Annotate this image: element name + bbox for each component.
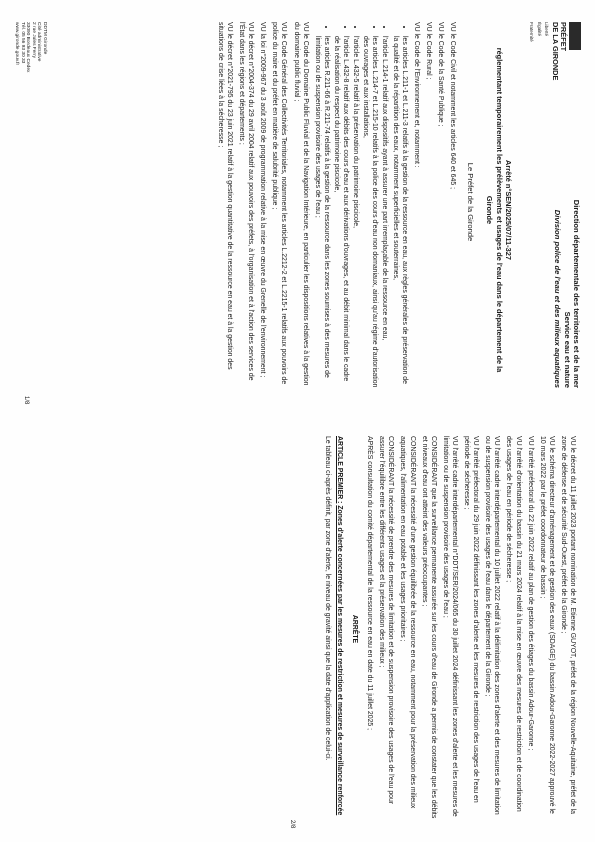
visa-bullet: • les articles L.214-7 et L.215-10 relatifs à la police des cours d'eau non domaniaux, ainsi qu'au régime d'autorisation des ouvrages et aux installations, (361, 36, 379, 390)
considerant: CONSIDÉRANT que la surveillance permanente assurée sur les cours d'eau de Gironde a permis de constater que les débits et niveaux d'eau ont atteint des valeurs préoccupantes ; (420, 436, 437, 819)
article-1 (335, 436, 344, 822)
visa-item: VU l'arrêté d'orientation du bassin du 21 mars 2024 relatif à la mise en œuvre des mesures de restriction et de coordination des usages de l'eau en période de sécheresse ; (505, 436, 522, 812)
page-number-2: 2/8 (289, 820, 295, 829)
logo-motto-3: Fraternité (529, 22, 535, 42)
visa-bullet: • l'article L.432-5 relatif à la préservation du patrimoine piscicole, (351, 36, 360, 390)
logo-motto-2: Égalité (536, 22, 542, 37)
visa-item: VU le schéma directeur d'aménagement et de gestion des eaux (SDAGE) du bassin Adour-Garonne 2022-2027 approuvé le 10 mars 2022 par le préfet coordonnateur de bassin ; (538, 436, 555, 814)
visa-item: VU le décret n°2004-374 du 29 avril 2004 relatif aux pouvoirs des préfets, à l'organisation et à l'action des services de l'État dans les régions et départements ; (238, 22, 255, 381)
footer-line: Cité administrative (36, 22, 42, 62)
direction-line3: Division police de l'eau et des milieux aquatiques (553, 209, 563, 388)
arrete-number: Arrêté n°SEN/2025/07/11-327 (504, 160, 513, 260)
visa-item: VU le décret n°2021-795 du 23 juin 2021 relatif à la gestion quantitative de la ressource en eau et à la gestion des situations de crise liées à la sécheresse ; (216, 22, 234, 370)
visa-item: VU le Code Général des Collectivités Territoriales, notamment les articles L.2212-2 et L.2215-1 relatifs aux pouvoirs de police du maire et du préfet en matière de salubrité publique ; (271, 22, 288, 385)
visa-bullet: • l'article L.432-8 relatif aux débits des cours d'eau et aux dérivations d'ouvrages, et au débit minimal dans le cadre de la réalisation du respect du patrimoine piscicole, (332, 36, 350, 390)
footer-line: www.gironde.gouv.fr (14, 22, 20, 66)
considerant: CONSIDÉRANT la nécessité de prendre des mesures de limitation et de suspension provisoire des usages de l'eau pour assurer l'équilibre entre les différents usages et la préservation des milieux ; (378, 436, 395, 805)
visa-item: VU l'arrêté cadre interdépartemental n°DDT/SER/2024/065 du 30 juillet 2024 définissant les zones d'alerte et les mesures de limitation ou de suspension provisoire des usages de l'eau ; (441, 436, 458, 817)
footer-line: Tél. 05 56 93 30 33 (19, 22, 25, 64)
page-number: 1/8 (23, 396, 29, 405)
visa-item: VU le décret du 11 juillet 2023 portant nomination de M. Etienne GUYOT, préfet de la région Nouvelle-Aquitaine, préfet de la zone de défense et de sécurité Sud-Ouest, préfet de la Gironde ; (559, 436, 576, 814)
direction-line1: Direction départementale des territoires et de la mer (572, 199, 581, 388)
visa-item: VU la loi n°2009-967 du 3 août 2009 de programmation relative à la mise en œuvre du Grenelle de l'environnement ; (259, 22, 267, 378)
footer-line: 33090 Bordeaux Cedex (25, 22, 31, 73)
direction-line2: Service eau et nature (562, 311, 572, 388)
visa-item: VU l'arrêté cadre interdépartemental du 10 juillet 2022 relatif à la délimitation des zones d'alerte et des mesures de limitation ou de suspension provisoire des usages de l'eau dans le département de la Gironde ; (484, 436, 501, 815)
arrete-title (485, 40, 513, 380)
prefet-line: Le Préfet de la Gironde (466, 162, 475, 242)
visa-bullet: • l'article L.214-1 relatif aux dispositifs ayant à assurer une part irremplaçable de la ressource en eau, (380, 36, 389, 390)
visa-item: VU l'arrêté préfectoral du 22 juin 2022 relatif au plan de gestion des étiages du bassin Adour-Garonne ; (526, 436, 534, 751)
visa-bullet: • les articles L.211-1 et L.211-3 relatifs à la gestion de la ressource en eau, aux règles générales de préservation de la qualité et de la répartition des eaux, notamment superficielles et souterraines, (390, 36, 408, 390)
arrete-heading: ARRÊTE (351, 614, 359, 644)
visa-item: VU le Code Civil et notamment les articles 640 et 645 ; (449, 22, 456, 189)
footer-line: DDTM Gironde (42, 22, 47, 55)
visa-item: VU le Code du Domaine Public Fluvial et de la Navigation Intérieure, en particulier les dispositions relatives à la gestion du domaine public fluvial ; (292, 22, 309, 386)
logo-title-2: DE LA GIRONDE (551, 22, 560, 81)
logo-motto-1: Liberté (544, 22, 549, 37)
direction-header (553, 160, 581, 388)
visa-item: VU le Code de la Santé Publique ; (436, 22, 444, 127)
visa-bullet: • les articles R.211-66 à R.211-74 relatifs à la gestion de la ressource dans les zones soumises à des mesures de limitation ou de suspension provisoire des usages de l'eau ; (313, 36, 331, 390)
considerant: APRÈS consultation du comité départemental de la ressource en eau en date du 11 juillet 2025 ; (366, 436, 374, 731)
visa-bullets (313, 22, 409, 390)
article-1-head: ARTICLE PREMIER : (336, 436, 344, 504)
article-1-body: Le tableau ci-après définit, par zone d'alerte, le niveau de gravité ainsi que la date d'application de celui-ci. (323, 436, 331, 761)
visa-item: VU l'arrêté préfectoral du 29 juin 2022 définissant les zones d'alerte et les mesures de restriction des usages de l'eau en période de sécheresse ; (463, 436, 480, 803)
footer-line: 2 rue Jules Ferry (30, 22, 36, 58)
arrete-subject: réglementant temporairement les prélèvements et usages de l'eau dans le département de la Gironde (485, 47, 504, 373)
right-column (320, 436, 577, 822)
considerant: CONSIDÉRANT la nécessité d'une gestion équilibrée de la ressource en eau, notamment pour la préservation des milieux aquatiques, l'alimentation en eau potable et les usages prioritaires ; (399, 436, 416, 809)
footer-address (13, 22, 47, 142)
visa-item: VU le Code de l'Environnement et, notamment : (412, 22, 420, 168)
article-1-title: Zones d'alerte concernées par les mesures de restriction et mesures de surveillance renforcée (336, 505, 344, 816)
marianne-block (569, 22, 581, 50)
left-column (213, 22, 457, 390)
logo-title-1: PRÉFET (559, 22, 568, 52)
prefet-logo (529, 22, 581, 82)
visa-item: VU le Code Rural ; (424, 22, 432, 80)
